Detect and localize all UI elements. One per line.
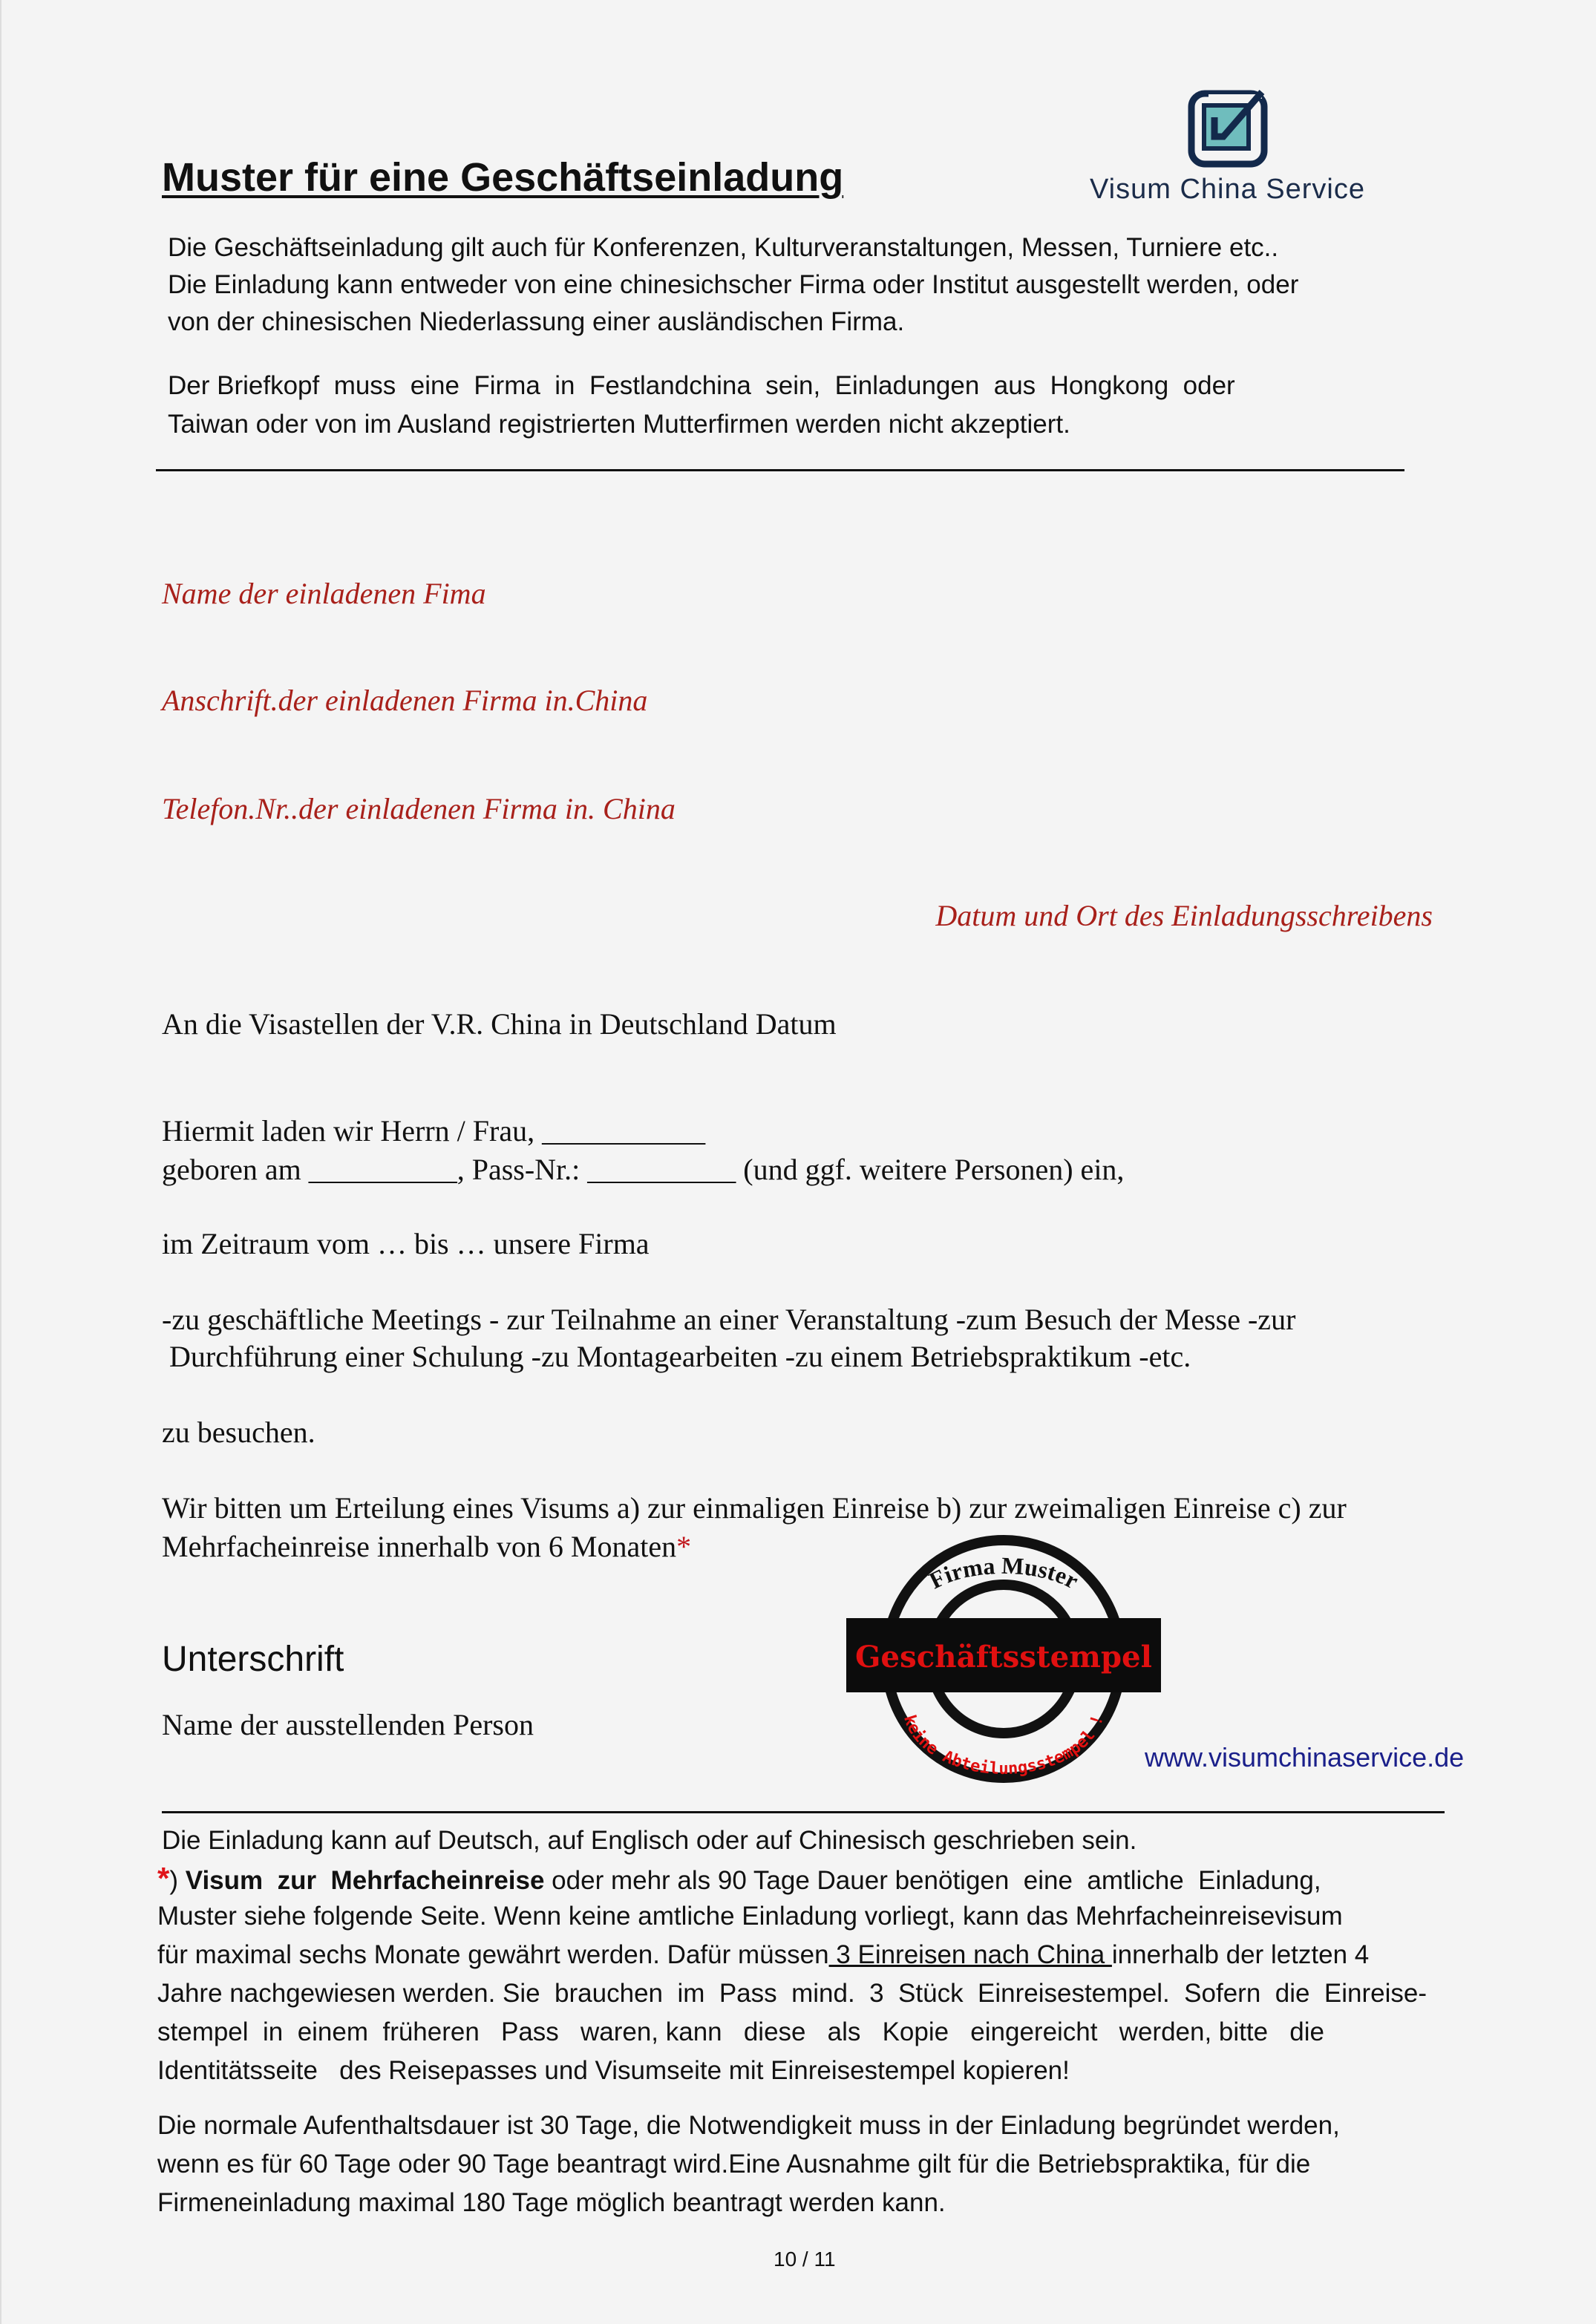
note-language: Die Einladung kann auf Deutsch, auf Englisch oder auf Chinesisch geschrieben sein. xyxy=(162,1826,1137,1855)
note-line: Identitätsseite des Reisepasses und Visumseite mit Einreisestempel kopieren! xyxy=(157,2056,1070,2085)
stamp-band-text: Geschäftsstempel xyxy=(855,1640,1152,1675)
note-bold-lead: Visum zur Mehrfacheinreise xyxy=(185,1866,545,1895)
note-line: stempel in einem früheren Pass waren, kann diese als Kopie eingereicht werden, bitte die xyxy=(157,2017,1324,2046)
intro-line: Die Einladung kann entweder von eine chinesichscher Firma oder Institut ausgestellt werden, oder xyxy=(168,270,1299,299)
asterisk: * xyxy=(676,1530,692,1563)
note-text: für maximal sechs Monate gewährt werden. Dafür müssen xyxy=(157,1940,829,1969)
date-place-placeholder: Datum und Ort des Einladungsschreibens xyxy=(935,899,1433,932)
page-number: 10 / 11 xyxy=(774,2248,836,2271)
intro-line: Der Briefkopf muss eine Firma in Festlandchina sein, Einladungen aus Hongkong oder xyxy=(168,371,1235,400)
period-line: im Zeitraum vom … bis … unsere Firma xyxy=(162,1227,650,1260)
company-phone-placeholder: Telefon.Nr..der einladenen Firma in. China xyxy=(162,792,676,825)
invite-line: Hiermit laden wir Herrn / Frau, ___________ xyxy=(162,1114,706,1148)
intro-line: Die Geschäftseinladung gilt auch für Konferenzen, Kulturveranstaltungen, Messen, Turniere etc.. xyxy=(168,233,1279,262)
note-underlined: 3 Einreisen nach China xyxy=(828,1940,1112,1969)
divider xyxy=(156,469,1404,471)
invite-line: geboren am __________, Pass-Nr.: __________ (und ggf. weitere Personen) ein, xyxy=(162,1153,1125,1186)
intro-line: von der chinesischen Niederlassung einer ausländischen Firma. xyxy=(168,307,905,336)
page-title: Muster für eine Geschäftseinladung xyxy=(162,155,844,200)
note-line: wenn es für 60 Tage oder 90 Tage beantragt wird.Eine Ausnahme gilt für die Betriebspraktika, für die xyxy=(157,2150,1311,2179)
visit-line: zu besuchen. xyxy=(162,1415,315,1449)
note-line: Jahre nachgewiesen werden. Sie brauchen im Pass mind. 3 Stück Einreisestempel. Sofern die Einreise- xyxy=(157,1979,1427,2008)
signature-label: Unterschrift xyxy=(162,1640,344,1679)
note-line: Muster siehe folgende Seite. Wenn keine amtliche Einladung vorliegt, kann das Mehrfacheinreisevisum xyxy=(157,1902,1343,1931)
note-line: Firmeneinladung maximal 180 Tage möglich beantragt werden kann. xyxy=(157,2188,946,2217)
visum-china-service-logo-icon xyxy=(1188,88,1271,168)
note-text: innerhalb der letzten 4 xyxy=(1111,1940,1370,1969)
asterisk: * xyxy=(157,1861,170,1896)
note-line: Die normale Aufenthaltsdauer ist 30 Tage, die Notwendigkeit muss in der Einladung begründet werden, xyxy=(157,2111,1340,2140)
stamp-bottom-text: keine Abteilungsstempel ! xyxy=(900,1712,1108,1778)
paren: ) xyxy=(169,1866,179,1895)
request-line: Wir bitten um Erteilung eines Visums a) zur einmaligen Einreise b) zur zweimaligen Einreise c) zur xyxy=(162,1491,1347,1525)
request-line xyxy=(162,1532,691,1562)
company-stamp xyxy=(840,1529,1167,1796)
note-line xyxy=(157,1863,1321,1894)
company-name-placeholder: Name der einladenen Fima xyxy=(162,577,486,610)
note-line xyxy=(157,1942,1369,1968)
request-text: Mehrfacheinreise innerhalb von 6 Monaten xyxy=(162,1530,677,1563)
divider xyxy=(162,1811,1445,1813)
brand-name: Visum China Service xyxy=(1090,174,1366,205)
svg-text:keine Abteilungsstempel ! xyxy=(900,1713,1108,1778)
purpose-line: Durchführung einer Schulung -zu Montagearbeiten -zu einem Betriebspraktikum -etc. xyxy=(162,1340,1191,1373)
note-text: oder mehr als 90 Tage Dauer benötigen eine amtliche Einladung, xyxy=(544,1866,1321,1895)
intro-line: Taiwan oder von im Ausland registrierten Mutterfirmen werden nicht akzeptiert. xyxy=(168,410,1070,439)
recipient: An die Visastellen der V.R. China in Deutschland Datum xyxy=(162,1007,837,1041)
purpose-line: -zu geschäftliche Meetings - zur Teilnahme an einer Veranstaltung -zum Besuch der Messe -zur xyxy=(162,1303,1296,1336)
stamp-top-text: Firma Muster xyxy=(924,1551,1083,1594)
company-address-placeholder: Anschrift.der einladenen Firma in.China xyxy=(162,684,648,717)
signer-label: Name der ausstellenden Person xyxy=(162,1708,534,1741)
website-link[interactable]: www.visumchinaservice.de xyxy=(1145,1742,1465,1773)
